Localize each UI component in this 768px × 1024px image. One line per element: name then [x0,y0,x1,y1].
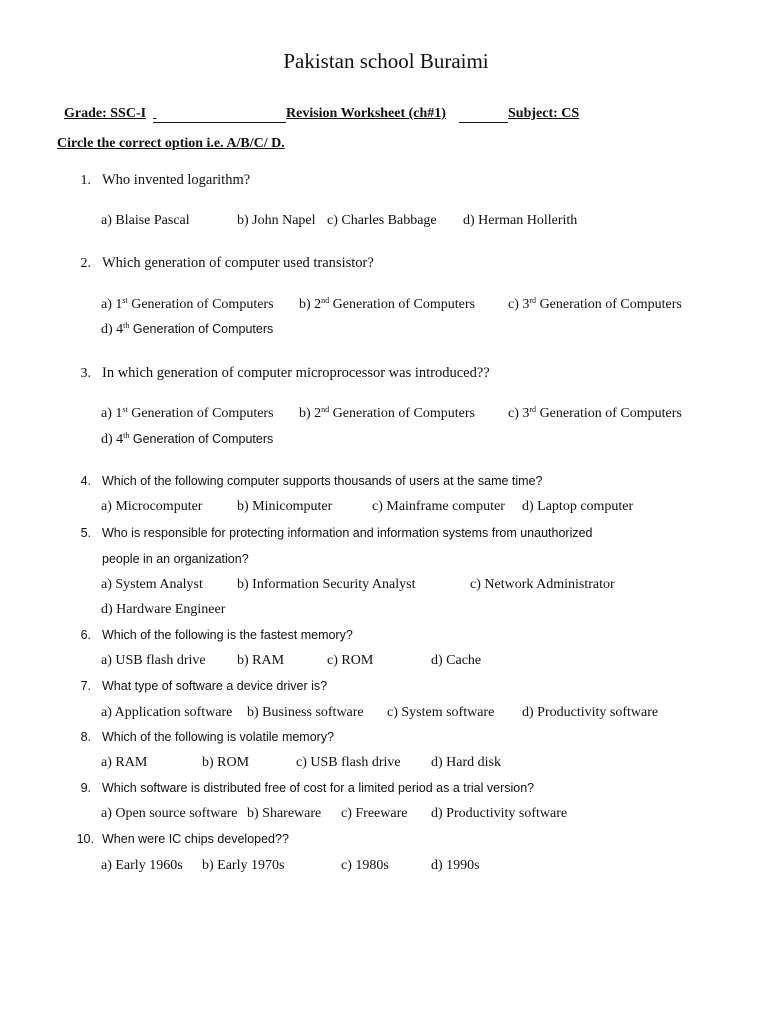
option-superscript: rd [529,405,537,414]
option-b[interactable]: b) John Napel [237,213,316,228]
question-text: Which of the following is the fastest memory? [102,628,353,642]
option-rest: Generation of Computers [329,406,475,421]
option-c[interactable]: c) Freeware [341,806,408,821]
option-rest: Generation of Computers [536,297,682,312]
header-underline [153,122,286,123]
option-superscript: rd [529,296,537,305]
option-rest: Generation of Computers [127,297,274,312]
question-text: What type of software a device driver is? [102,679,328,693]
option-prefix: d) 4 [101,322,124,337]
instruction: Circle the correct option i.e. A/B/C/ D. [57,136,285,151]
option-b[interactable]: b) Shareware [247,806,322,821]
question-number: 2. [80,256,91,271]
header-underline-gap-1 [153,106,157,122]
option-prefix: b) 2 [299,297,322,312]
option-c[interactable] [508,297,682,313]
option-a[interactable]: a) RAM [101,755,148,770]
option-c[interactable]: c) Mainframe computer [372,499,505,514]
option-prefix: d) 4 [101,432,124,447]
question-number: 10. [76,832,94,846]
option-a[interactable] [101,406,274,422]
option-b[interactable]: b) Minicomputer [237,499,333,514]
option-d[interactable] [101,322,273,338]
option-a[interactable]: a) Application software [101,705,233,720]
option-d[interactable] [101,432,273,448]
option-superscript: st [122,296,128,305]
question-text: Which of the following is volatile memory? [102,730,335,744]
option-c[interactable]: c) System software [387,705,495,720]
question-text-line-2: people in an organization? [102,552,249,566]
question-text: In which generation of computer microprocessor was introduced?? [102,365,490,381]
option-b[interactable]: b) Business software [247,705,364,720]
question-number: 3. [80,366,91,381]
question-number: 9. [80,781,91,795]
option-a[interactable]: a) Open source software [101,806,238,821]
option-superscript: th [123,321,130,330]
question-text: When were IC chips developed?? [102,832,289,846]
question-number: 7. [80,679,91,693]
option-c[interactable]: c) Charles Babbage [327,213,437,228]
option-c[interactable]: c) ROM [327,653,374,668]
question-text-line-1: Who is responsible for protecting information and information systems from unauthorized [102,526,593,540]
option-c[interactable]: c) USB flash drive [296,755,401,770]
option-c[interactable]: c) Network Administrator [470,577,615,592]
option-d[interactable]: d) 1990s [431,858,480,873]
question-number: 5. [80,526,91,540]
option-b[interactable]: b) Information Security Analyst [237,577,416,592]
option-prefix: b) 2 [299,406,322,421]
option-a[interactable]: a) USB flash drive [101,653,206,668]
option-prefix: c) 3 [508,406,530,421]
option-d[interactable]: d) Laptop computer [522,499,634,514]
question-number: 6. [80,628,91,642]
option-rest: Generation of Computers [536,406,682,421]
question-text: Who invented logarithm? [102,172,251,188]
subject-label: Subject: CS [508,106,580,121]
option-a[interactable]: a) Blaise Pascal [101,213,190,228]
option-b[interactable]: b) Early 1970s [202,858,285,873]
option-rest: Generation of Computers [127,406,274,421]
option-a[interactable]: a) System Analyst [101,577,203,592]
header-underline [459,122,508,123]
option-c[interactable]: c) 1980s [341,858,389,873]
question-number: 8. [80,730,91,744]
option-superscript: nd [321,296,330,305]
option-b[interactable] [299,406,475,422]
option-rest: Generation of Computers [129,432,274,446]
option-b[interactable] [299,297,475,313]
option-rest: Generation of Computers [129,322,274,336]
option-d[interactable]: d) Productivity software [522,705,659,720]
option-superscript: st [122,405,128,414]
option-a[interactable] [101,297,274,313]
option-d[interactable]: d) Productivity software [431,806,568,821]
option-a[interactable]: a) Early 1960s [101,858,183,873]
option-d[interactable]: d) Herman Hollerith [463,213,578,228]
option-b[interactable]: b) RAM [237,653,285,668]
option-d[interactable]: d) Hardware Engineer [101,602,226,617]
option-b[interactable]: b) ROM [202,755,250,770]
worksheet-label: Revision Worksheet (ch#1) [286,106,446,121]
grade-label: Grade: SSC-I [64,106,147,121]
question-text: Which of the following computer supports thousands of users at the same time? [102,474,543,488]
option-d[interactable]: d) Cache [431,653,482,668]
option-prefix: a) 1 [101,297,123,312]
option-superscript: nd [321,405,330,414]
school-title: Pakistan school Buraimi [283,49,489,73]
question-number: 1. [80,173,91,188]
option-d[interactable]: d) Hard disk [431,755,501,770]
question-text: Which software is distributed free of cost for a limited period as a trial version? [102,781,535,795]
option-prefix: c) 3 [508,297,530,312]
option-superscript: th [123,431,130,440]
question-text: Which generation of computer used transistor? [102,255,374,271]
option-rest: Generation of Computers [329,297,475,312]
question-number: 4. [80,474,91,488]
option-c[interactable] [508,406,682,422]
option-prefix: a) 1 [101,406,123,421]
option-a[interactable]: a) Microcomputer [101,499,203,514]
